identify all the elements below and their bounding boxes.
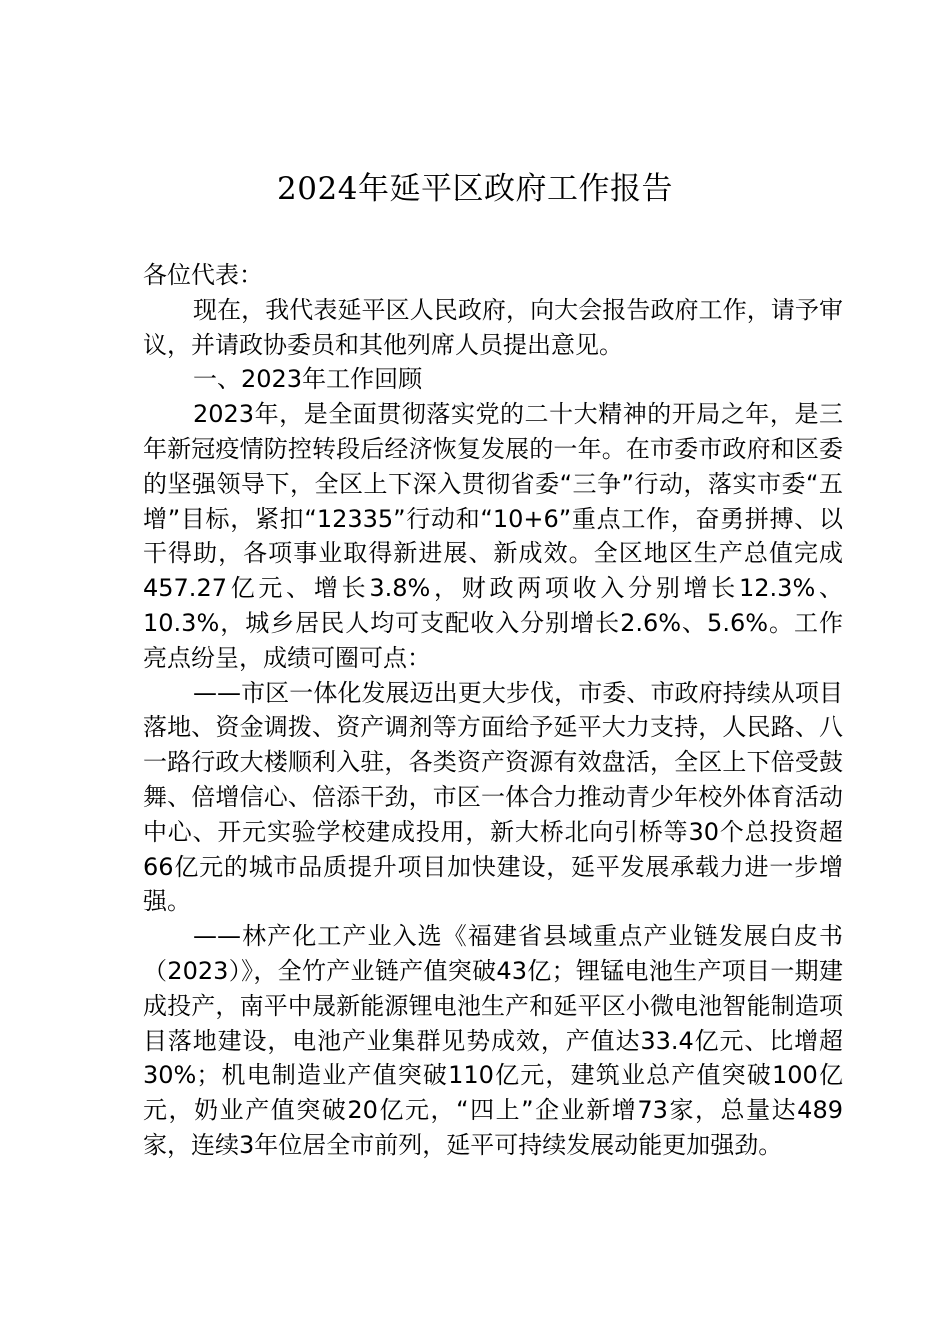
salutation: 各位代表： — [143, 261, 263, 289]
highlight-paragraph-industry: ——林产化工产业入选《福建省县域重点产业链发展白皮书（2023）》，全竹产业链产值突破43亿；锂锰电池生产项目一期建成投产，南平中晟新能源锂电池生产和延平区小微电池智能制造项目落地建设，电池产业集群见势成效，产值达33.4亿元、比增超30%；机电制造业产值突破110亿元，建筑业总产值突破100亿元，奶业产值突破20亿元，“四上”企业新增73家，总量达489家，连续3年位居全市前列，延平可持续发展动能更加强劲。 — [143, 922, 843, 1159]
review-paragraph: 2023年，是全面贯彻落实党的二十大精神的开局之年，是三年新冠疫情防控转段后经济恢复发展的一年。在市委市政府和区委的坚强领导下，全区上下深入贯彻省委“三争”行动，落实市委“五增”目标，紧扣“12335”行动和“10+6”重点工作，奋勇拼搏、以干得助，各项事业取得新进展、新成效。全区地区生产总值完成457.27亿元、增长3.8%，财政两项收入分别增长12.3%、10.3%，城乡居民人均可支配收入分别增长2.6%、5.6%。工作亮点纷呈，成绩可圈可点： — [143, 400, 843, 672]
section-heading: 一、2023年工作回顾 — [193, 365, 423, 394]
highlight-paragraph-urban: ——市区一体化发展迈出更大步伐，市委、市政府持续从项目落地、资金调拨、资产调剂等方面给予延平大力支持，人民路、八一路行政大楼顺利入驻，各类资产资源有效盘活，全区上下倍受鼓舞、倍增信心、倍添干劲，市区一体合力推动青少年校外体育活动中心、开元实验学校建成投用，新大桥北向引桥等30个总投资超66亿元的城市品质提升项目加快建设，延平发展承载力进一步增强。 — [143, 678, 843, 916]
opening-paragraph: 现在，我代表延平区人民政府，向大会报告政府工作，请予审议，并请政协委员和其他列席人员提出意见。 — [143, 295, 843, 359]
document-title: 2024年延平区政府工作报告 — [277, 171, 673, 207]
document-body — [143, 258, 843, 1163]
